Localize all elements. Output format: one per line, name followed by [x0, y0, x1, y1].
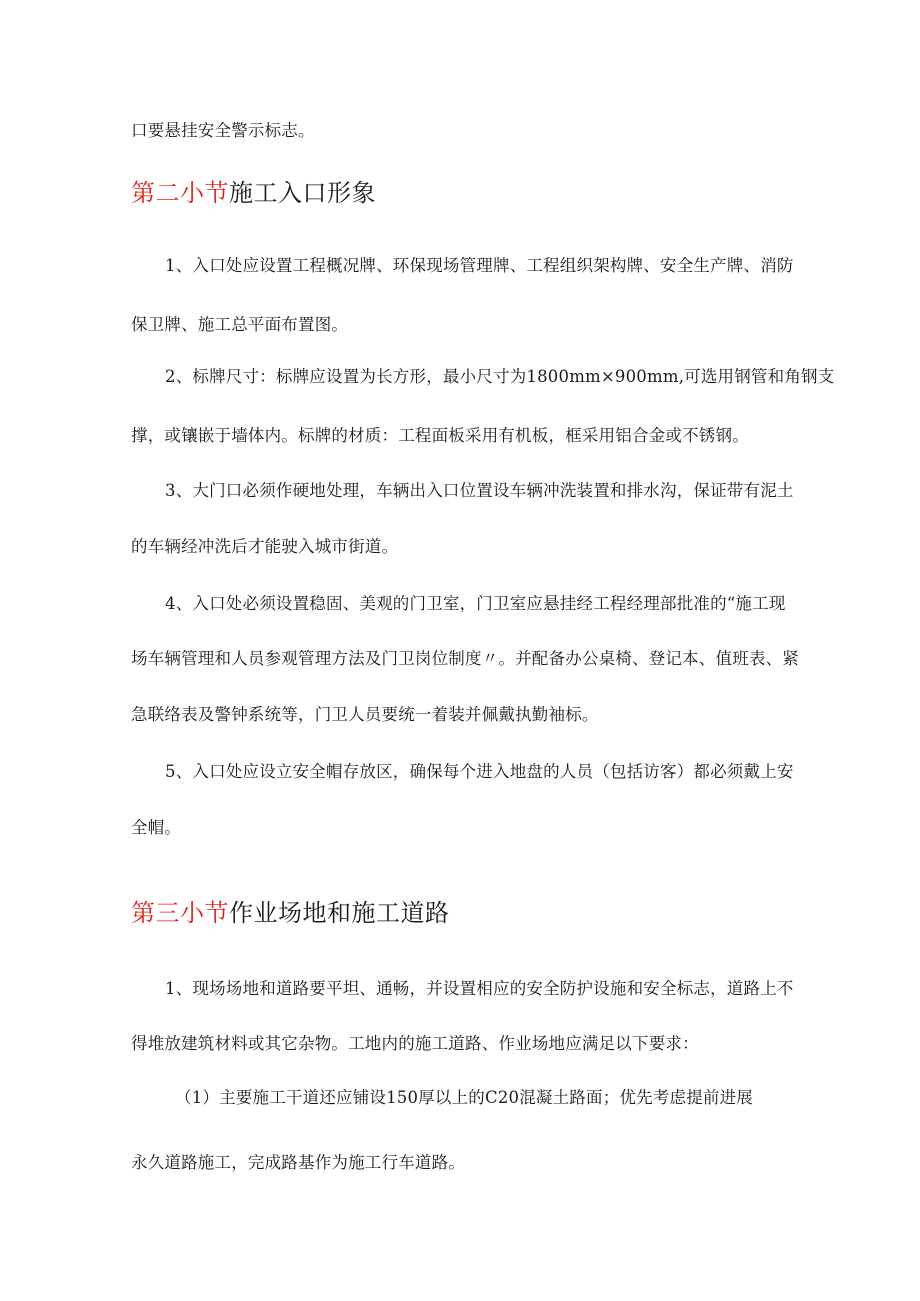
section-number: 第二小节	[131, 179, 229, 207]
section-title: 施工入口形象	[229, 179, 376, 207]
paragraph-line: 保卫牌、施工总平面布置图。	[131, 315, 349, 334]
paragraph-line: 5、入口处应设立安全帽存放区，确保每个进入地盘的人员（包括访客）都必须戴上安	[165, 762, 794, 781]
section-heading-3	[131, 898, 450, 928]
section-title: 作业场地和施工道路	[229, 899, 450, 927]
paragraph-line: 的车辆经冲洗后才能驶入城市街道。	[131, 537, 399, 556]
section-number: 第三小节	[131, 899, 229, 927]
paragraph-line: 2、标牌尺寸：标牌应设置为长方形，最小尺寸为1800mm×900mm,可选用钢管和角钢支	[165, 367, 835, 386]
section-heading-2	[131, 178, 376, 208]
paragraph-line: 得堆放建筑材料或其它杂物。工地内的施工道路、作业场地应满足以下要求：	[131, 1034, 699, 1053]
paragraph-line: 永久道路施工，完成路基作为施工行车道路。	[131, 1153, 465, 1172]
paragraph-line: （1）主要施工干道还应铺设150厚以上的C20混凝土路面；优先考虑提前进展	[175, 1088, 754, 1107]
paragraph-line: 场车辆管理和人员参观管理方法及门卫岗位制度〃。并配备办公桌椅、登记本、值班表、紧	[131, 649, 799, 668]
paragraph-line: 1、现场场地和道路要平坦、通畅，并设置相应的安全防护设施和安全标志，道路上不	[165, 979, 794, 998]
paragraph-line: 3、大门口必须作硬地处理，车辆出入口位置设车辆冲洗装置和排水沟，保证带有泥土	[165, 481, 794, 500]
paragraph-line: 4、入口处必须设置稳固、美观的门卫室，门卫室应悬挂经工程经理部批准的“施工现	[165, 594, 786, 613]
paragraph-line: 1、入口处应设置工程概况牌、环保现场管理牌、工程组织架构牌、安全生产牌、消防	[165, 256, 794, 275]
paragraph-line: 全帽。	[131, 818, 182, 837]
paragraph-line: 口要悬挂安全警示标志。	[131, 121, 315, 140]
paragraph-line: 急联络表及警钟系统等，门卫人员要统一着装并佩戴执勤袖标。	[131, 705, 599, 724]
paragraph-line: 撑，或镶嵌于墙体内。标牌的材质：工程面板采用有机板，框采用铝合金或不锈钢。	[131, 426, 749, 445]
